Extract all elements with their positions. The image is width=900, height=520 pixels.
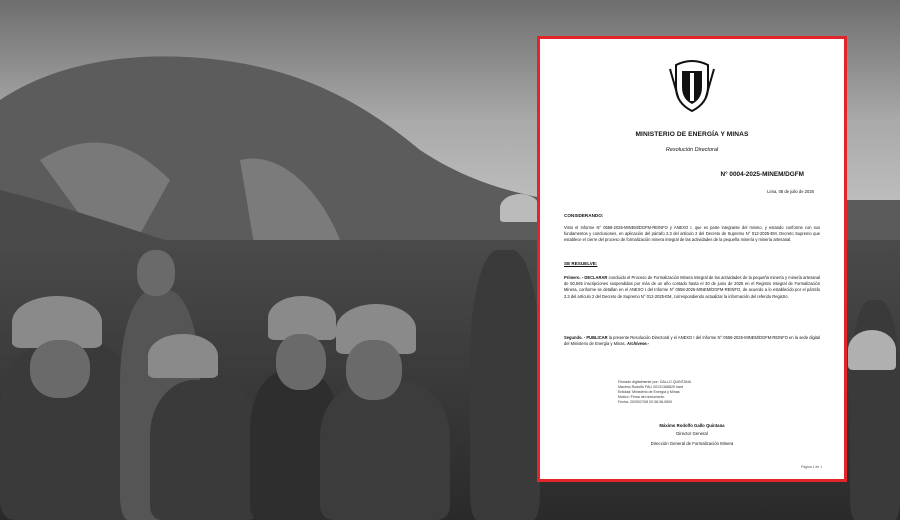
segundo-paragraph	[564, 335, 820, 347]
miner-face	[137, 250, 175, 296]
miner-figure	[320, 380, 450, 520]
miner-figure	[470, 250, 540, 520]
signer-name: Máximo Rodolfo Gallo Quintana	[659, 423, 725, 428]
page-number: Página 1 de 1	[801, 465, 822, 469]
primero-text: concluido el Proceso de Formalización Minera Integral de las actividades de la pequeña minería y minería artesanal de 50,565 inscripciones suspendidas por más de un año contado hasta el 30 de junio de 2025 en el Registro Integral de Formalización Minera, conforme se detallan en el ANEXO I del Informe N° 0558-2025-MINEM/DGFM-REINFO, de acuerdo a lo establecido por el párrafo 2.3 del artículo 2 del Decreto de Supremo N° 012-2025-EM, correspondiendo actualizar la información del referido Registro.	[564, 275, 820, 299]
miner-figure	[150, 380, 260, 520]
signature-line: Maximo Rodolfo FAU 20131368829 hard	[618, 385, 684, 389]
primero-paragraph	[564, 275, 820, 300]
primero-label: Primero. - DECLARAR	[564, 275, 608, 280]
signature-line: Fecha: 2025/07/08 20:38:38-0500	[618, 400, 673, 404]
segundo-label: Segundo. - PUBLICAR	[564, 335, 608, 340]
document-date: Lima, 08 de julio de 2025	[767, 189, 814, 194]
signature-line: Motivo: Firma del documento	[618, 395, 665, 399]
signer-office: Dirección General de Formalización Minera	[650, 441, 734, 446]
miner-helmet	[848, 330, 896, 370]
miner-helmet	[500, 194, 540, 222]
ministry-heading: MINISTERIO DE ENERGÍA Y MINAS	[635, 131, 749, 138]
considerando-heading: CONSIDERANDO:	[564, 213, 604, 218]
segundo-end: Archívese.-	[626, 341, 649, 347]
segundo-text: la presente Resolución Directoral y el ANEXO I del Informe N° 0558-2025-MINEM/DGFM-REINFO en la sede digital del Ministerio de Energía y Minas.	[564, 335, 821, 347]
resuelve-heading: SE RESUELVE:	[564, 261, 598, 266]
considerando-paragraph: Visto el Informe N° 0558-2025-MINEM/DGFM-REINFO y ANEXO I, que es parte integrante del mismo, y estando conforme con sus fundamentos y conclusiones, en aplicación del párrafo 2.3 del artículo 2 del Decreto de Supremo N° 012-2025-EM, Decreto Supremo que establece el cierre del proceso de formalización minera integral de las actividades de la pequeña minería y minería artesanal.	[564, 225, 820, 243]
signer-title: Director General	[676, 431, 708, 436]
digital-signature	[618, 380, 768, 405]
signature-line: Firmado digitalmente por: GALLO QUINTANA	[618, 380, 692, 384]
miner-helmet	[148, 334, 218, 378]
miner-face	[346, 340, 402, 400]
miner-face	[30, 340, 90, 398]
resolution-number: N° 0004-2025-MINEM/DGFM	[720, 171, 804, 178]
signature-line: Entidad: Ministerio de Energía y Minas	[618, 390, 680, 394]
resolution-document	[537, 36, 847, 482]
coat-of-arms-icon	[668, 57, 716, 113]
document-type: Resolución Directoral	[665, 147, 719, 153]
miner-face	[276, 334, 326, 390]
